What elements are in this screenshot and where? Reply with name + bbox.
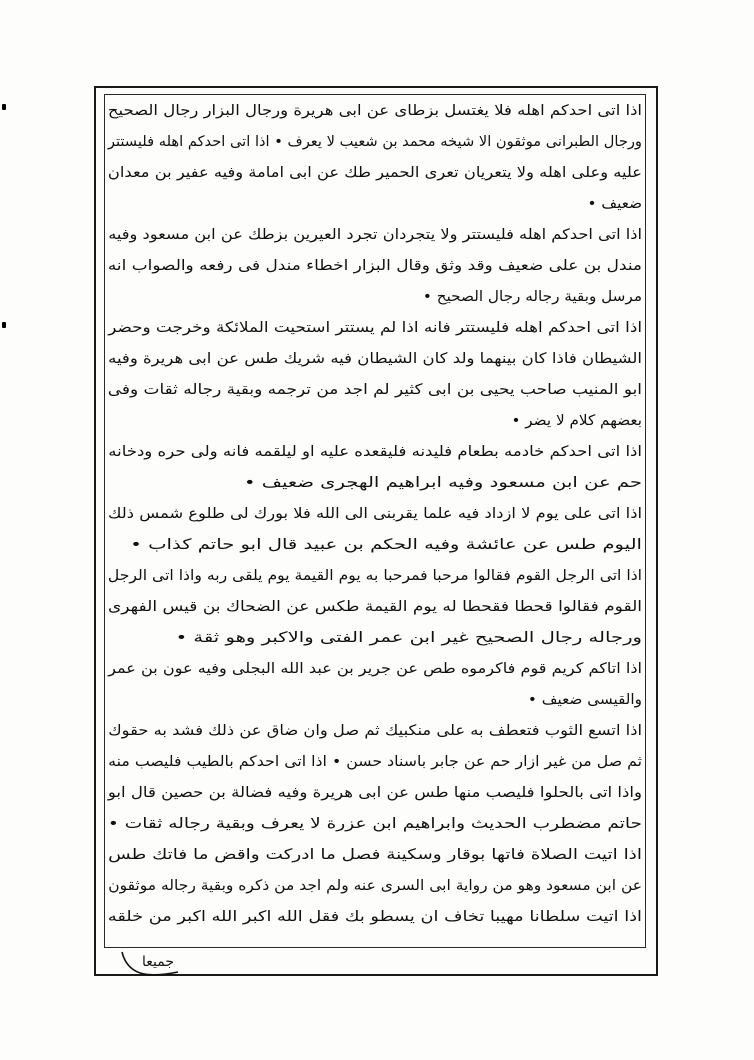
text-line: بعضهم كلام لا يضر •: [511, 413, 642, 429]
text-line: ورجال الطبرانى موثقون الا شيخه محمد بن شعيب لا يعرف • اذا اتى احدكم اهله فليستتر: [107, 134, 642, 150]
text-line: اذا اتى احدكم اهله فليستتر ولا يتجردان تجرد العيرين بزطك عن ابن مسعود وفيه: [108, 227, 642, 243]
text-line: حاتم مضطرب الحديث وابراهيم ابن عزرة لا يعرف وبقية رجاله ثقات •: [107, 816, 642, 832]
text-line: عن ابن مسعود وهو من رواية ابى السرى عنه ولم اجد من ذكره وبقية رجاله موثقون: [108, 878, 642, 894]
text-line: والقيسى ضعيف •: [527, 692, 642, 708]
catchword: جميعا: [142, 954, 174, 970]
manuscript-text-block: [108, 98, 642, 946]
margin-ink-mark: [2, 322, 6, 328]
text-line: اذا اتيت سلطانا مهيبا تخاف ان يسطو بك فقل الله اكبر الله اكبر من خلقه: [107, 909, 642, 925]
text-line: ضعيف •: [587, 196, 642, 212]
text-line: اذا اتيت الصلاة فاتها بوقار وسكينة فصل ما ادركت واقض ما فاتك طس: [108, 847, 642, 863]
text-line: اذا اتى الرجل القوم فقالوا مرحبا فمرحبا به يوم القيمة يوم يلقى ربه واذا اتى الرجل: [107, 568, 642, 584]
text-line: عليه وعلى اهله ولا يتعريان تعرى الحمير طك عن ابى امامة وفيه عفير بن معدان: [107, 165, 642, 181]
text-line: اذا اتى على يوم لا ازداد فيه علما يقربنى الى الله فلا بورك لى طلوع شمس ذلك: [108, 506, 642, 522]
text-line: ورجاله رجال الصحيح غير ابن عمر الفتى والاكبر وهو ثقة •: [175, 630, 642, 646]
text-line: مندل بن على ضعيف وقد وثق وقال البزار اخطاء مندل فى رفعه والصواب انه: [107, 258, 642, 274]
text-line: اذا اتاكم كريم قوم فاكرموه طص عن جرير بن عبد الله البجلى وفيه عون بن عمر: [108, 661, 642, 677]
text-line: اذا اتى احدكم اهله فلا يغتسل بزطاى عن ابى هريرة ورجال البزار رجال الصحيح: [107, 103, 642, 119]
text-line: اذا اتسع الثوب فتعطف به على منكبيك ثم صل وان ضاق عن ذلك فشد به حقوك: [108, 723, 642, 739]
text-line: القوم فقالوا قحطا فقحطا له يوم القيمة طكس عن الضحاك بن قيس الفهرى: [107, 599, 642, 615]
margin-ink-mark: [2, 104, 6, 110]
text-line: واذا اتى بالحلوا فليصب منها طس عن ابى هريرة وفيه فضالة بن حصين قال ابو: [107, 785, 642, 801]
text-line: الشيطان فاذا كان بينهما ولد كان الشيطان فيه شريك طس عن ابى هريرة وفيه: [108, 351, 642, 367]
text-line: ثم صل من غير ازار حم عن جابر باسناد حسن • اذا اتى احدكم بالطيب فليصب منه: [108, 754, 642, 770]
text-line: ابو المنيب صاحب يحيى بن ابى كثير لم اجد من ترجمه وبقية رجاله ثقات وفى: [107, 382, 642, 398]
text-line: اذا اتى احدكم اهله فليستتر فانه اذا لم يستتر استحيت الملائكة وخرجت وحضر: [108, 320, 642, 336]
text-line: مرسل وبقية رجاله رجال الصحيح •: [422, 289, 642, 305]
text-line: اليوم طس عن عائشة وفيه الحكم بن عبيد قال ابو حاتم كذاب •: [130, 537, 642, 553]
text-line: اذا اتى احدكم خادمه بطعام فليدنه فليقعده عليه او ليلقمه فانه ولى حره ودخانه: [108, 444, 642, 460]
text-line: حم عن ابن مسعود وفيه ابراهيم الهجرى ضعيف •: [243, 475, 642, 491]
